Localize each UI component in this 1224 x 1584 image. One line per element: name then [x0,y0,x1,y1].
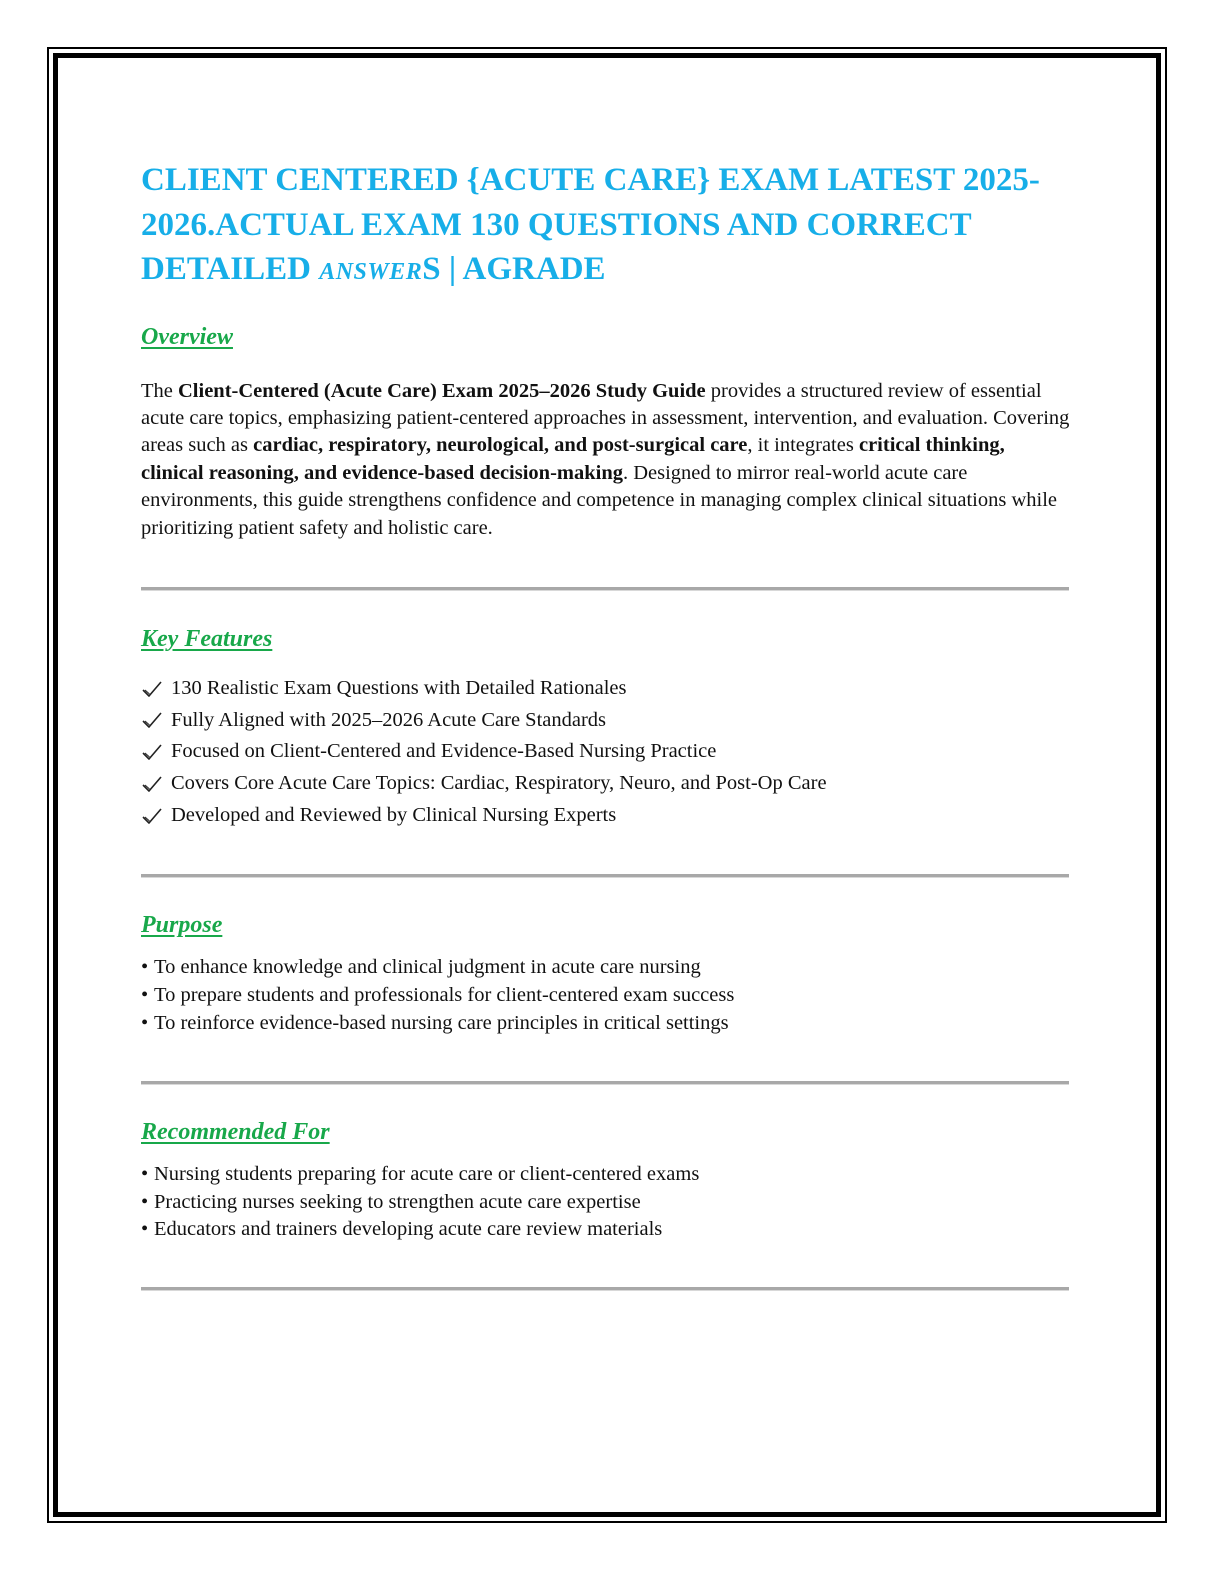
check-icon [141,711,163,729]
list-item: • To reinforce evidence-based nursing care principles in critical settings [141,1010,1071,1038]
list-item: Fully Aligned with 2025–2026 Acute Care Standards [141,705,1071,737]
overview-emphasis-areas: cardiac, respiratory, neurological, and post-surgical care [253,434,748,457]
title-italic-segment: ANSWER [319,259,423,285]
list-item: • Practicing nurses seeking to strengthen acute care expertise [141,1189,1071,1217]
purpose-list [141,954,1071,1037]
document-body [141,158,1071,1290]
recommended-list [141,1161,1071,1244]
overview-heading: Overview [141,323,233,350]
overview-paragraph: The Client-Centered (Acute Care) Exam 2025–2026 Study Guide provides a structured review of essential acute care topics, emphasizing patient-centered approaches in assessment, intervention, and evaluation. Covering areas such as cardiac, respiratory, neurological, and post-surgical care, it integrates critical thinking, clinical reasoning, and evidence-based decision-making. Designed to mirror real-world acute care environments, this guide strengthens confidence and competence in managing complex clinical situations while prioritizing patient safety and holistic care. [141,379,1070,539]
list-item: Focused on Client-Centered and Evidence-Based Nursing Practice [141,736,1071,768]
section-divider [141,1287,1069,1290]
bullet-icon: • [141,1218,149,1241]
check-icon [141,807,163,825]
list-item: Developed and Reviewed by Clinical Nursing Experts [141,800,1071,832]
document-title: CLIENT CENTERED {ACUTE CARE} EXAM LATEST 2025-2026.ACTUAL EXAM 130 QUESTIONS AND CORRECT DETAILED ANSWERS | AGRADE [141,162,1040,287]
bullet-icon: • [141,1012,149,1035]
overview-emphasis-skills: critical thinking, clinical reasoning, and evidence-based decision-making [141,434,1005,484]
list-item: 130 Realistic Exam Questions with Detailed Rationales [141,673,1071,705]
recommended-heading: Recommended For [141,1118,330,1145]
check-icon [141,680,163,698]
list-item: • To prepare students and professionals for client-centered exam success [141,982,1071,1010]
purpose-heading: Purpose [141,912,223,939]
bullet-icon: • [141,1190,149,1213]
list-item: • To enhance knowledge and clinical judgment in acute care nursing [141,954,1071,982]
bullet-icon: • [141,1162,149,1185]
key-features-list [141,673,1071,832]
bullet-icon: • [141,956,149,979]
list-item: • Nursing students preparing for acute care or client-centered exams [141,1161,1071,1189]
list-item: • Educators and trainers developing acute care review materials [141,1216,1071,1244]
check-icon [141,775,163,793]
check-icon [141,743,163,761]
list-item: Covers Core Acute Care Topics: Cardiac, Respiratory, Neuro, and Post-Op Care [141,768,1071,800]
key-features-heading: Key Features [141,625,273,652]
overview-emphasis-guide: Client-Centered (Acute Care) Exam 2025–2026 Study Guide [178,379,706,402]
bullet-icon: • [141,984,149,1007]
